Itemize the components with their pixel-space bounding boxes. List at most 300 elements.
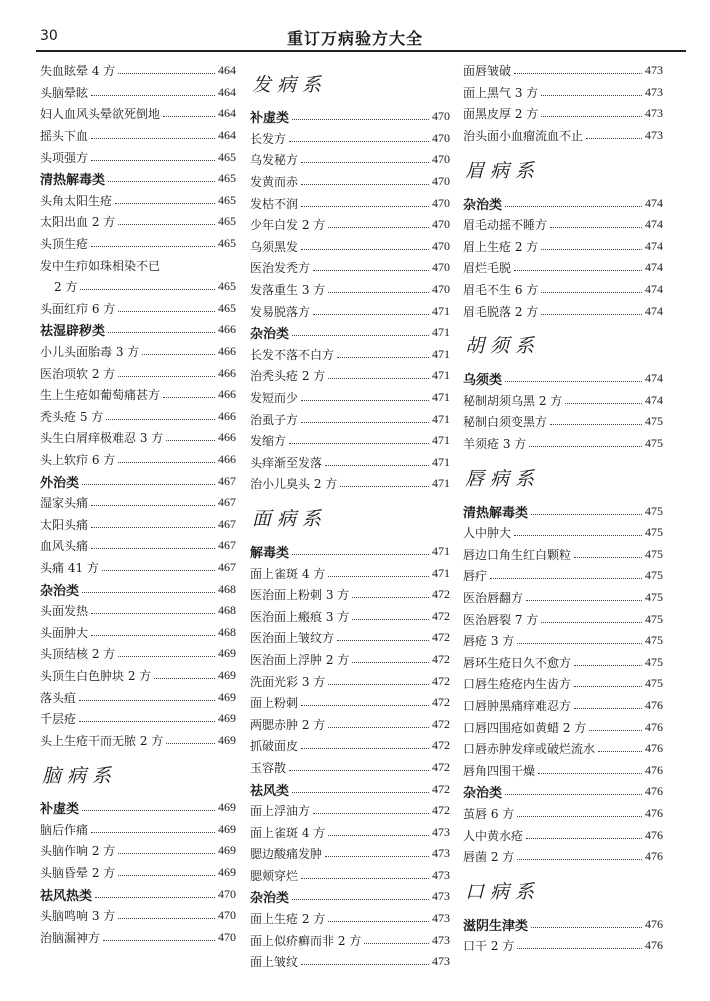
toc-category bbox=[463, 368, 663, 390]
entry-label: 太阳头痛 bbox=[40, 517, 89, 532]
toc-entry bbox=[250, 562, 450, 584]
dot-leader bbox=[301, 422, 429, 423]
page-ref: 471 bbox=[432, 433, 450, 448]
toc-entry bbox=[250, 951, 450, 973]
page-ref: 475 bbox=[645, 414, 663, 429]
entry-label: 生上生疮如葡萄痛甚方 bbox=[40, 388, 161, 403]
entry-label: 头脑晕眩 bbox=[40, 85, 89, 100]
dot-leader bbox=[541, 249, 642, 250]
toc-category bbox=[250, 322, 450, 344]
dot-leader bbox=[91, 505, 215, 506]
dot-leader bbox=[118, 224, 215, 225]
entry-label: 治秃头疮 2 方 bbox=[250, 369, 326, 384]
dot-leader bbox=[505, 381, 642, 382]
toc-entry bbox=[40, 557, 236, 579]
dot-leader bbox=[301, 748, 429, 749]
toc-entry bbox=[463, 608, 663, 630]
page-ref: 471 bbox=[432, 368, 450, 383]
entry-label: 唇疮 3 方 bbox=[463, 634, 515, 649]
entry-label: 头上生疮干而无脓 2 方 bbox=[40, 733, 164, 748]
dot-leader bbox=[79, 721, 215, 722]
entry-label: 口唇赤肿发痒或破烂流水 bbox=[463, 742, 596, 757]
entry-label: 唇角四围干燥 bbox=[463, 763, 536, 778]
toc-entry bbox=[40, 82, 236, 104]
page-ref: 466 bbox=[218, 408, 236, 423]
toc-entry bbox=[250, 757, 450, 779]
dot-leader bbox=[301, 249, 429, 250]
entry-label: 头顶生白色肿块 2 方 bbox=[40, 668, 152, 683]
toc-entry bbox=[40, 600, 236, 622]
dot-leader bbox=[292, 554, 429, 555]
page-ref: 475 bbox=[645, 436, 663, 451]
dot-leader bbox=[313, 813, 429, 814]
entry-label: 治脑漏神方 bbox=[40, 930, 101, 945]
entry-label: 头面肿大 bbox=[40, 625, 89, 640]
section-heading: 唇病系 bbox=[465, 467, 541, 490]
dot-leader bbox=[589, 730, 642, 731]
page-ref: 472 bbox=[432, 651, 450, 666]
entry-label: 面上粉刺 bbox=[250, 696, 299, 711]
toc-entry bbox=[463, 824, 663, 846]
entry-label: 口唇生疮疮内生齿方 bbox=[463, 677, 572, 692]
dot-leader bbox=[550, 424, 642, 425]
page-ref: 469 bbox=[218, 865, 236, 880]
dot-leader bbox=[586, 138, 642, 139]
page-ref: 467 bbox=[218, 559, 236, 574]
dot-leader bbox=[82, 810, 215, 811]
toc-entry bbox=[250, 929, 450, 951]
entry-label: 解毒类 bbox=[250, 545, 290, 561]
toc-entry bbox=[40, 819, 236, 841]
toc-entry bbox=[250, 735, 450, 757]
entry-label: 长发不落不白方 bbox=[250, 347, 335, 362]
page-ref: 473 bbox=[432, 932, 450, 947]
page-ref: 476 bbox=[645, 938, 663, 953]
page-ref: 474 bbox=[645, 303, 663, 318]
entry-label: 面上皱纹 bbox=[250, 955, 299, 970]
section-heading: 脑病系 bbox=[42, 764, 118, 787]
toc-entry bbox=[250, 149, 450, 171]
toc-entry bbox=[463, 803, 663, 825]
page-ref: 470 bbox=[218, 929, 236, 944]
page-ref: 470 bbox=[218, 886, 236, 901]
entry-label: 秘制胡须乌黑 2 方 bbox=[463, 393, 563, 408]
page-ref: 474 bbox=[645, 282, 663, 297]
dot-leader bbox=[505, 794, 642, 795]
entry-label: 唇环生疮日久不愈方 bbox=[463, 655, 572, 670]
entry-label: 发短而少 bbox=[250, 391, 299, 406]
page-ref: 475 bbox=[645, 633, 663, 648]
page-ref: 470 bbox=[432, 195, 450, 210]
toc-entry bbox=[40, 840, 236, 862]
entry-label: 面上雀斑 4 方 bbox=[250, 566, 326, 581]
toc-entry bbox=[40, 513, 236, 535]
dot-leader bbox=[80, 289, 215, 290]
dot-leader bbox=[301, 878, 429, 879]
toc-entry bbox=[40, 103, 236, 125]
toc-entry bbox=[250, 908, 450, 930]
toc-category bbox=[463, 913, 663, 935]
page-ref: 470 bbox=[218, 908, 236, 923]
dot-leader bbox=[289, 141, 429, 142]
page-ref: 469 bbox=[218, 711, 236, 726]
toc-entry bbox=[40, 233, 236, 255]
entry-label: 唇菌 2 方 bbox=[463, 850, 515, 865]
section-heading: 口病系 bbox=[465, 880, 541, 903]
header-rule bbox=[36, 50, 686, 52]
page-ref: 469 bbox=[218, 732, 236, 747]
dot-leader bbox=[142, 354, 215, 355]
toc-entry bbox=[40, 60, 236, 82]
entry-label: 医治唇翻方 bbox=[463, 590, 524, 605]
entry-label: 人中肿大 bbox=[463, 526, 512, 541]
toc-entry bbox=[463, 673, 663, 695]
dot-leader bbox=[337, 357, 429, 358]
dot-leader bbox=[91, 246, 215, 247]
entry-label: 头脑鸣响 3 方 bbox=[40, 909, 116, 924]
toc-entry bbox=[463, 103, 663, 125]
entry-label: 乌须类 bbox=[463, 373, 503, 389]
entry-label: 落头疽 bbox=[40, 690, 77, 705]
page-ref: 473 bbox=[432, 824, 450, 839]
dot-leader bbox=[550, 227, 642, 228]
dot-leader bbox=[289, 770, 429, 771]
toc-entry bbox=[463, 695, 663, 717]
section-heading: 发病系 bbox=[252, 73, 328, 96]
page-ref: 468 bbox=[218, 603, 236, 618]
toc-entry bbox=[463, 82, 663, 104]
toc-column-2 bbox=[250, 60, 450, 973]
toc-category bbox=[250, 886, 450, 908]
dot-leader bbox=[108, 181, 215, 182]
entry-label: 少年白发 2 方 bbox=[250, 218, 326, 233]
toc-entry bbox=[40, 298, 236, 320]
dot-leader bbox=[301, 206, 429, 207]
toc-entry bbox=[463, 411, 663, 433]
page-ref: 476 bbox=[645, 849, 663, 864]
page-ref: 466 bbox=[218, 365, 236, 380]
entry-label: 补虚类 bbox=[40, 802, 80, 818]
page-ref: 476 bbox=[645, 697, 663, 712]
dot-leader bbox=[163, 397, 215, 398]
entry-label: 千层疮 bbox=[40, 712, 77, 727]
dot-leader bbox=[166, 743, 215, 744]
page-ref: 467 bbox=[218, 495, 236, 510]
page-ref: 473 bbox=[645, 63, 663, 78]
dot-leader bbox=[531, 514, 642, 515]
dot-leader bbox=[352, 662, 429, 663]
dot-leader bbox=[91, 613, 215, 614]
dot-leader bbox=[289, 443, 429, 444]
toc-category bbox=[250, 778, 450, 800]
page-ref: 467 bbox=[218, 516, 236, 531]
entry-label: 口唇肿黑痛痒难忍方 bbox=[463, 698, 572, 713]
page-ref: 476 bbox=[645, 762, 663, 777]
entry-label: 发枯不润 bbox=[250, 196, 299, 211]
entry-label: 秘制白须变黑方 bbox=[463, 415, 548, 430]
toc-entry bbox=[463, 630, 663, 652]
dot-leader bbox=[301, 162, 429, 163]
entry-label: 治虱子方 bbox=[250, 412, 299, 427]
dot-leader bbox=[514, 73, 642, 74]
page-ref: 469 bbox=[218, 689, 236, 704]
entry-label: 头面红疖 6 方 bbox=[40, 301, 116, 316]
dot-leader bbox=[106, 419, 215, 420]
entry-label: 玉容散 bbox=[250, 760, 287, 775]
dot-leader bbox=[538, 773, 642, 774]
dot-leader bbox=[541, 314, 642, 315]
entry-label: 血风头痛 bbox=[40, 539, 89, 554]
dot-leader bbox=[301, 705, 429, 706]
page-ref: 474 bbox=[645, 260, 663, 275]
entry-label: 抓破面皮 bbox=[250, 739, 299, 754]
toc-entry bbox=[463, 300, 663, 322]
toc-category bbox=[463, 500, 663, 522]
entry-label: 发中生疖如珠相染不已 bbox=[40, 258, 161, 273]
dot-leader bbox=[91, 635, 215, 636]
entry-label: 腮边酸痛发肿 bbox=[250, 847, 323, 862]
toc-entry bbox=[250, 713, 450, 735]
toc-entry bbox=[40, 146, 236, 168]
page-ref: 476 bbox=[645, 741, 663, 756]
entry-label: 头生白屑痒极难忍 3 方 bbox=[40, 431, 164, 446]
toc-entry bbox=[40, 449, 236, 471]
toc-entry bbox=[250, 236, 450, 258]
entry-label: 清热解毒类 bbox=[463, 505, 529, 521]
entry-label: 羊须疮 3 方 bbox=[463, 437, 527, 452]
page-ref: 474 bbox=[645, 392, 663, 407]
page-ref: 471 bbox=[432, 390, 450, 405]
page-ref: 466 bbox=[218, 387, 236, 402]
entry-label: 补虚类 bbox=[250, 111, 290, 127]
page-ref: 473 bbox=[645, 84, 663, 99]
dot-leader bbox=[301, 964, 429, 965]
dot-leader bbox=[95, 897, 215, 898]
toc-entry bbox=[40, 125, 236, 147]
entry-label: 太阳出血 2 方 bbox=[40, 215, 116, 230]
page-ref: 466 bbox=[218, 451, 236, 466]
dot-leader bbox=[328, 727, 429, 728]
entry-label: 医治面上粉刺 3 方 bbox=[250, 588, 350, 603]
toc-entry bbox=[250, 214, 450, 236]
entry-label: 杂治类 bbox=[40, 583, 80, 599]
dot-leader bbox=[337, 640, 429, 641]
toc-entry bbox=[250, 387, 450, 409]
toc-entry bbox=[463, 738, 663, 760]
dot-leader bbox=[328, 292, 429, 293]
page-ref: 473 bbox=[432, 867, 450, 882]
dot-leader bbox=[292, 119, 429, 120]
toc-category bbox=[463, 781, 663, 803]
toc-category bbox=[40, 470, 236, 492]
dot-leader bbox=[91, 527, 215, 528]
page-ref: 466 bbox=[218, 430, 236, 445]
page-ref: 473 bbox=[645, 106, 663, 121]
section-heading: 胡须系 bbox=[465, 335, 541, 358]
entry-label: 头脑昏晕 2 方 bbox=[40, 866, 116, 881]
entry-label: 清热解毒类 bbox=[40, 173, 106, 189]
entry-label: 头痛 41 方 bbox=[40, 560, 99, 575]
page-ref: 470 bbox=[432, 217, 450, 232]
entry-label: 医治面上瘢痕 3 方 bbox=[250, 609, 350, 624]
entry-label: 失血眩晕 4 方 bbox=[40, 64, 116, 79]
page-ref: 475 bbox=[645, 525, 663, 540]
dot-leader bbox=[340, 486, 429, 487]
toc-category bbox=[40, 578, 236, 600]
page-number: 30 bbox=[40, 28, 58, 44]
page-ref: 474 bbox=[645, 217, 663, 232]
toc-entry bbox=[40, 535, 236, 557]
page-ref: 472 bbox=[432, 759, 450, 774]
page-ref: 468 bbox=[218, 624, 236, 639]
entry-label: 洗面光彩 3 方 bbox=[250, 674, 326, 689]
toc-entry bbox=[250, 627, 450, 649]
entry-label: 妇人血风头晕欲死倒地 bbox=[40, 107, 161, 122]
dot-leader bbox=[328, 227, 429, 228]
toc-entry bbox=[40, 341, 236, 363]
entry-label: 医治唇裂 7 方 bbox=[463, 612, 539, 627]
page-ref: 467 bbox=[218, 473, 236, 488]
page-ref: 465 bbox=[218, 192, 236, 207]
dot-leader bbox=[118, 462, 215, 463]
page-ref: 472 bbox=[432, 803, 450, 818]
dot-leader bbox=[313, 314, 429, 315]
running-title: 重订万病验方大全 bbox=[286, 29, 423, 48]
page-ref: 464 bbox=[218, 106, 236, 121]
page-ref: 467 bbox=[218, 538, 236, 553]
entry-label: 2 方 bbox=[54, 280, 78, 295]
toc-column-3 bbox=[463, 60, 663, 957]
page-header bbox=[0, 0, 710, 56]
section-heading: 眉病系 bbox=[465, 159, 541, 182]
toc-entry bbox=[250, 300, 450, 322]
page-ref: 474 bbox=[645, 371, 663, 386]
toc-entry bbox=[463, 279, 663, 301]
page-ref: 470 bbox=[432, 152, 450, 167]
toc-entry bbox=[463, 587, 663, 609]
entry-label: 面上雀斑 4 方 bbox=[250, 825, 326, 840]
page-ref: 471 bbox=[432, 303, 450, 318]
toc-entry bbox=[40, 276, 236, 298]
toc-entry bbox=[40, 384, 236, 406]
dot-leader bbox=[82, 592, 215, 593]
page-ref: 470 bbox=[432, 130, 450, 145]
dot-leader bbox=[328, 835, 429, 836]
dot-leader bbox=[301, 184, 429, 185]
toc-entry bbox=[463, 759, 663, 781]
page-ref: 474 bbox=[645, 238, 663, 253]
toc-entry bbox=[463, 522, 663, 544]
dot-leader bbox=[352, 597, 429, 598]
page-ref: 475 bbox=[645, 546, 663, 561]
dot-leader bbox=[352, 619, 429, 620]
entry-label: 口干 2 方 bbox=[463, 939, 515, 954]
entry-label: 面黑皮厚 2 方 bbox=[463, 107, 539, 122]
page-ref: 472 bbox=[432, 630, 450, 645]
toc-category bbox=[463, 192, 663, 214]
entry-label: 滋阴生津类 bbox=[463, 918, 529, 934]
page-ref: 470 bbox=[432, 238, 450, 253]
page-ref: 472 bbox=[432, 738, 450, 753]
entry-label: 发易脱落方 bbox=[250, 304, 311, 319]
toc-entry bbox=[40, 708, 236, 730]
toc-entry bbox=[40, 927, 236, 949]
page-ref: 471 bbox=[432, 325, 450, 340]
page-ref: 465 bbox=[218, 171, 236, 186]
toc-entry bbox=[463, 651, 663, 673]
toc-column-1 bbox=[40, 60, 236, 948]
toc-entry bbox=[250, 344, 450, 366]
entry-label: 外治类 bbox=[40, 475, 80, 491]
entry-label: 茧唇 6 方 bbox=[463, 806, 515, 821]
page-ref: 465 bbox=[218, 149, 236, 164]
dot-leader bbox=[154, 678, 215, 679]
entry-label: 长发方 bbox=[250, 131, 287, 146]
page-ref: 472 bbox=[432, 695, 450, 710]
page-ref: 471 bbox=[432, 346, 450, 361]
toc-entry bbox=[250, 865, 450, 887]
dot-leader bbox=[118, 311, 215, 312]
dot-leader bbox=[364, 943, 429, 944]
dot-leader bbox=[91, 138, 215, 139]
entry-label: 眉烂毛脱 bbox=[463, 261, 512, 276]
entry-label: 祛风类 bbox=[250, 783, 290, 799]
dot-leader bbox=[529, 446, 642, 447]
dot-leader bbox=[517, 816, 642, 817]
toc-entry bbox=[463, 257, 663, 279]
toc-entry bbox=[40, 427, 236, 449]
dot-leader bbox=[541, 292, 642, 293]
toc-entry bbox=[40, 254, 236, 276]
entry-label: 眉毛不生 6 方 bbox=[463, 283, 539, 298]
toc-entry bbox=[40, 905, 236, 927]
dot-leader bbox=[108, 332, 215, 333]
dot-leader bbox=[118, 376, 215, 377]
entry-label: 面上浮油方 bbox=[250, 804, 311, 819]
entry-label: 发黄而赤 bbox=[250, 175, 299, 190]
dot-leader bbox=[328, 684, 429, 685]
page-ref: 468 bbox=[218, 581, 236, 596]
entry-label: 湿家头痛 bbox=[40, 496, 89, 511]
toc-entry bbox=[40, 643, 236, 665]
page-ref: 475 bbox=[645, 589, 663, 604]
page-ref: 475 bbox=[645, 568, 663, 583]
page-ref: 465 bbox=[218, 214, 236, 229]
dot-leader bbox=[118, 73, 215, 74]
entry-label: 面唇皱破 bbox=[463, 64, 512, 79]
page-ref: 469 bbox=[218, 667, 236, 682]
entry-label: 面上黑气 3 方 bbox=[463, 85, 539, 100]
dot-leader bbox=[526, 600, 642, 601]
entry-label: 医治项软 2 方 bbox=[40, 366, 116, 381]
dot-leader bbox=[517, 948, 642, 949]
entry-label: 治小儿臭头 2 方 bbox=[250, 477, 338, 492]
dot-leader bbox=[118, 875, 215, 876]
page-ref: 470 bbox=[432, 282, 450, 297]
dot-leader bbox=[574, 665, 642, 666]
dot-leader bbox=[517, 643, 642, 644]
dot-leader bbox=[91, 95, 215, 96]
dot-leader bbox=[598, 751, 642, 752]
toc-entry bbox=[40, 686, 236, 708]
toc-entry bbox=[463, 846, 663, 868]
entry-label: 杂治类 bbox=[250, 327, 290, 343]
page-ref: 475 bbox=[645, 676, 663, 691]
page-ref: 473 bbox=[432, 954, 450, 969]
toc-entry bbox=[463, 935, 663, 957]
entry-label: 唇疔 bbox=[463, 569, 488, 584]
entry-label: 杂治类 bbox=[250, 891, 290, 907]
